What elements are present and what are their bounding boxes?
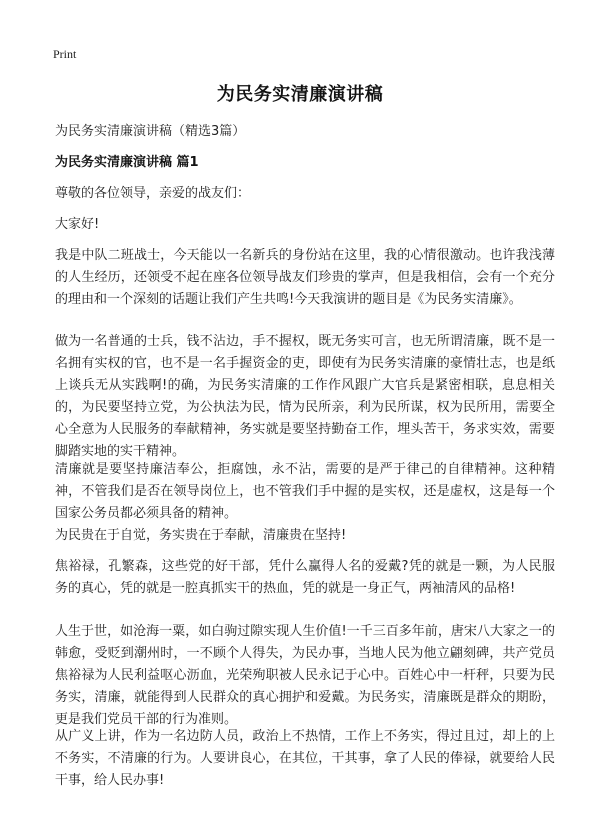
paragraph-life-value: 人生于世，如沧海一粟，如白驹过隙实现人生价值!一千三百多年前，唐宋八大家之一的韩愈，受贬到潮州时，一不顾个人得失，为民办事，当地人民为他立翩刻碑，共产党员焦裕禄为人民利益呕心沥血，光荣殉职被人民永记于心中。百姓心中一杆秤，只要为民务实，清廉，就能得到人民群众的真心拥护和爱戴。为民务实，清廉既是群众的期盼，更是我们党员干部的行为准则。 [55, 624, 555, 727]
document-subtitle: 为民务实清廉演讲稿（精选3篇） [55, 124, 246, 139]
paragraph-greeting: 大家好! [55, 217, 100, 232]
paragraph-motto: 为民贵在于自觉，务实贵在于奉献，清廉贵在坚持! [55, 528, 347, 543]
paragraph-border-duty: 从广义上讲，作为一名边防人员，政治上不热情，工作上不务实，得过且过，却上的上不务实，不清廉的行为。人要讲良心，在其位，干其事，拿了人民的俸禄，就要给人民干事，给人民办事! [55, 729, 555, 788]
print-link[interactable]: Print [53, 47, 77, 61]
paragraph-integrity: 清廉就是要坚持廉洁奉公，拒腐蚀，永不沾，需要的是严于律己的自律精神。这种精神，不管我们是否在领导岗位上，也不管我们手中握的是实权，还是虚权，这是每一个国家公务员都必须具备的精神。 [55, 462, 555, 521]
paragraph-role-models: 焦裕禄，孔繁森，这些党的好干部，凭什么赢得人名的爱戴?凭的就是一颗，为人民服务的真心，凭的就是一腔真抓实干的热血，凭的就是一身正气，两袖清风的品格! [55, 559, 555, 596]
paragraph-intro: 我是中队二班战士，今天能以一名新兵的身份站在这里，我的心情很激动。也许我浅薄的人生经历，还领受不起在座各位领导战友们珍贵的掌声，但是我相信，会有一个充分的理由和一个深刻的话题让我们产生共鸣!今天我演讲的题目是《为民务实清廉》。 [55, 248, 555, 307]
paragraph-soldier: 做为一名普通的士兵，钱不沾边，手不握权，既无务实可言，也无所谓清廉，既不是一名拥有实权的官，也不是一名手握资金的吏，即使有为民务实清廉的豪情壮志，也是纸上谈兵无从实践啊!的确，为民务实清廉的工作作风跟广大官兵是紧密相联，息息相关的，为民要坚持立党，为公执法为民，情为民所亲，利为民所谋，权为民所用，需要全心全意为人民服务的奉献精神，务实就是要坚持勤奋工作，埋头苦干，务求实效，需要脚踏实地的实干精神。 [55, 334, 555, 459]
section-heading: 为民务实清廉演讲稿 篇1 [55, 155, 199, 170]
paragraph-salutation: 尊敬的各位领导，亲爱的战友们： [55, 186, 251, 201]
document-title: 为民务实清廉演讲稿 [216, 84, 384, 105]
